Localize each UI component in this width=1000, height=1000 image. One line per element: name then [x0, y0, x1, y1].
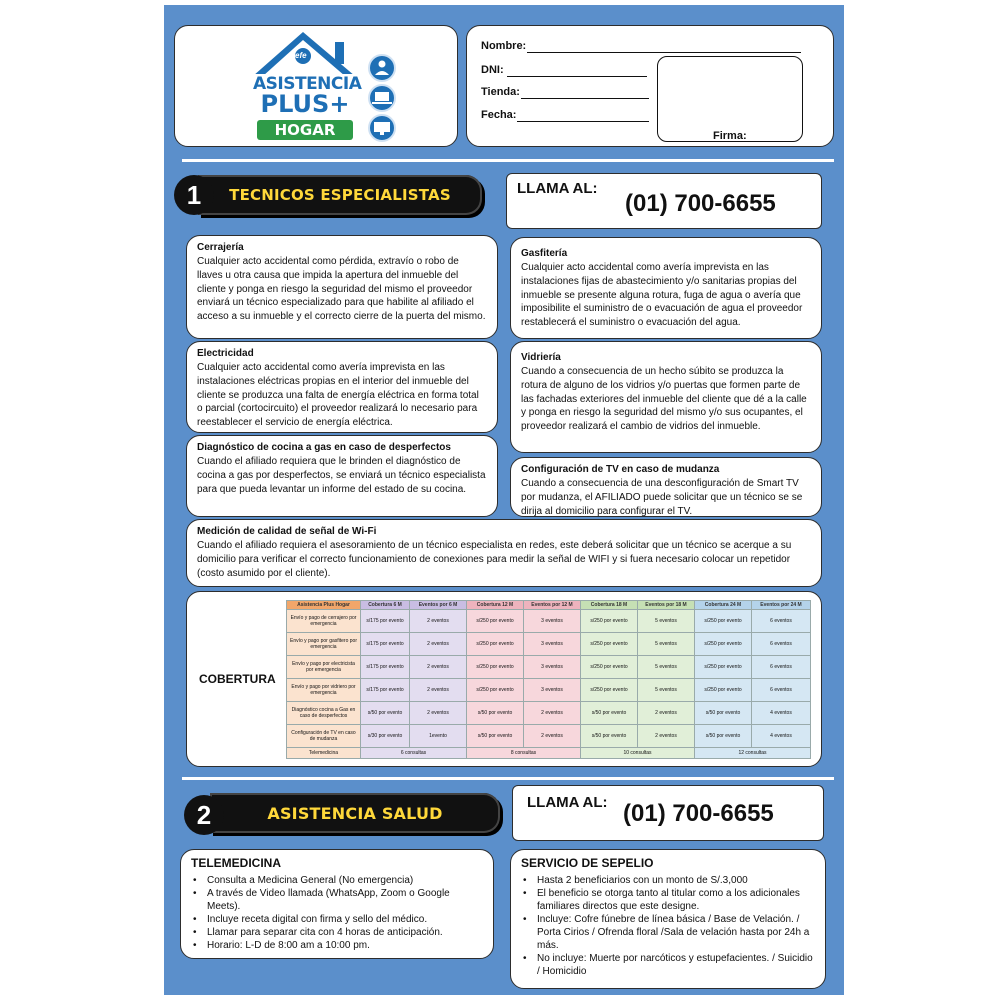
wifi-title: Medición de calidad de señal de Wi-Fi: [197, 526, 377, 537]
coverage-cell: 2 eventos: [410, 610, 467, 633]
coverage-header-cell: Cobertura 18 M: [581, 601, 638, 610]
coverage-cell: s/250 por evento: [695, 633, 752, 656]
coverage-cell: s/250 por evento: [695, 656, 752, 679]
coverage-cell: s/250 por evento: [467, 633, 524, 656]
vidrieria-title: Vidriería: [521, 352, 561, 363]
coverage-cell: s/50 por evento: [581, 702, 638, 725]
coverage-cell: s/250 por evento: [581, 633, 638, 656]
list-item: • El beneficio se otorga tanto al titular como a los adicionales familiares directos que este designe.: [521, 887, 815, 913]
coverage-cell: 6 eventos: [752, 610, 811, 633]
coverage-label: COBERTURA: [199, 672, 276, 686]
coverage-cell: s/50 por evento: [361, 702, 410, 725]
coverage-footer-cell: 10 consultas: [581, 748, 695, 759]
coverage-cell: 2 eventos: [638, 702, 695, 725]
coverage-cell: 2 eventos: [410, 702, 467, 725]
gasfiteria-title: Gasfitería: [521, 248, 568, 259]
section1-call-label: LLAMA AL:: [517, 180, 598, 197]
coverage-cell: 4 eventos: [752, 702, 811, 725]
coverage-cell: s/250 por evento: [695, 679, 752, 702]
card-cocina: [186, 435, 498, 517]
cocina-title: Diagnóstico de cocina a gas en caso de desperfectos: [197, 442, 451, 453]
table-row: [287, 656, 811, 679]
section2-title: ASISTENCIA SALUD: [210, 793, 500, 833]
coverage-service-cell: Envío y pago de cerrajero por emergencia: [287, 610, 361, 633]
section1-call-number[interactable]: (01) 700-6655: [625, 190, 776, 217]
divider-top: [182, 159, 834, 162]
brand-line1: ASISTENCIA: [253, 74, 362, 94]
coverage-cell: s/50 por evento: [467, 725, 524, 748]
coverage-cell: 2 eventos: [524, 702, 581, 725]
cerrajeria-title: Cerrajería: [197, 242, 244, 253]
list-item: • Consulta a Medicina General (No emergencia): [191, 874, 483, 887]
coverage-cell: s/50 por evento: [695, 702, 752, 725]
coverage-cell: 3 eventos: [524, 610, 581, 633]
tv-title: Configuración de TV en caso de mudanza: [521, 464, 720, 475]
list-item: • No incluye: Muerte por narcóticos y estupefacientes. / Suicidio / Homicidio: [521, 952, 815, 978]
coverage-cell: 4 eventos: [752, 725, 811, 748]
coverage-cell: s/175 por evento: [361, 656, 410, 679]
dni-field[interactable]: [507, 76, 647, 77]
coverage-cell: s/250 por evento: [581, 679, 638, 702]
coverage-header-cell: Eventos por 24 M: [752, 601, 811, 610]
table-row: [287, 725, 811, 748]
table-row: [287, 610, 811, 633]
telemedicina-list: [191, 874, 483, 952]
list-item: • Horario: L-D de 8:00 am a 10:00 pm.: [191, 939, 483, 952]
tienda-label: Tienda:: [481, 86, 520, 98]
coverage-header-cell: Eventos por 18 M: [638, 601, 695, 610]
coverage-header-cell: Cobertura 6 M: [361, 601, 410, 610]
section1-title: TECNICOS ESPECIALISTAS: [198, 175, 482, 215]
coverage-cell: s/175 por evento: [361, 633, 410, 656]
coverage-service-cell: Envío y pago por vidriero por emergencia: [287, 679, 361, 702]
coverage-cell: 2 eventos: [410, 679, 467, 702]
coverage-header-cell: Cobertura 24 M: [695, 601, 752, 610]
coverage-header-cell: Eventos por 6 M: [410, 601, 467, 610]
coverage-cell: s/30 por evento: [361, 725, 410, 748]
coverage-footer-cell: 8 consultas: [467, 748, 581, 759]
client-form-panel: [466, 25, 834, 147]
table-row: [287, 748, 811, 759]
coverage-header-cell: Asistencia Plus Hogar: [287, 601, 361, 610]
coverage-cell: s/250 por evento: [467, 610, 524, 633]
brand-line2: PLUS+: [260, 90, 350, 118]
card-gasfiteria: [510, 237, 822, 339]
coverage-service-cell: Telemedicina: [287, 748, 361, 759]
card-vidrieria: [510, 341, 822, 453]
section2-number: 2: [184, 795, 224, 835]
coverage-cell: s/250 por evento: [467, 656, 524, 679]
electricidad-title: Electricidad: [197, 348, 254, 359]
firma-label: Firma:: [713, 130, 747, 142]
card-electricidad: [186, 341, 498, 433]
coverage-cell: 6 eventos: [752, 679, 811, 702]
electricidad-text: Cualquier acto accidental como avería imprevista en las instalaciones eléctricas propias en el interior del inmueble del cliente se produzca una falta de energía eléctrica en forma total o parcial (cortocircuito) el proveedor realizará lo necesario para reestablecer el servicio de energía eléctrica.: [197, 362, 479, 429]
sepelio-title: SERVICIO DE SEPELIO: [521, 856, 654, 870]
table-row: [287, 633, 811, 656]
telemedicina-title: TELEMEDICINA: [191, 856, 281, 870]
coverage-cell: s/250 por evento: [581, 610, 638, 633]
coverage-cell: s/175 por evento: [361, 679, 410, 702]
coverage-panel: [186, 591, 822, 767]
coverage-cell: s/250 por evento: [581, 656, 638, 679]
section2-call-number[interactable]: (01) 700-6655: [623, 800, 774, 827]
coverage-cell: s/250 por evento: [467, 679, 524, 702]
list-item: • Hasta 2 beneficiarios con un monto de S/.3,000: [521, 874, 815, 887]
section2-call-label: LLAMA AL:: [527, 794, 608, 811]
logo-panel: [174, 25, 458, 147]
card-tv: [510, 457, 822, 517]
nombre-label: Nombre:: [481, 40, 527, 52]
dni-label: DNI:: [481, 64, 504, 76]
coverage-service-cell: Envío y pago por gasfitero por emergencia: [287, 633, 361, 656]
coverage-cell: 1evento: [410, 725, 467, 748]
coverage-cell: 6 eventos: [752, 656, 811, 679]
coverage-cell: 5 eventos: [638, 610, 695, 633]
tv-text: Cuando a consecuencia de una desconfiguración de Smart TV por mudanza, el AFILIADO puede solicitar que un técnico se se dirija al domicilio para configurar el TV.: [521, 478, 803, 517]
list-item: • Incluye receta digital con firma y sello del médico.: [191, 913, 483, 926]
fecha-field[interactable]: [517, 121, 649, 122]
coverage-cell: 3 eventos: [524, 656, 581, 679]
coverage-cell: 5 eventos: [638, 633, 695, 656]
sepelio-list: [521, 874, 815, 978]
coverage-cell: 2 eventos: [410, 633, 467, 656]
coverage-cell: 2 eventos: [638, 725, 695, 748]
list-item: • Incluye: Cofre fúnebre de línea básica / Base de Velación. / Porta Cirios / Ofrenda floral /Sala de velación hasta por 24h a más.: [521, 913, 815, 952]
card-telemedicina: [180, 849, 494, 959]
coverage-cell: s/50 por evento: [581, 725, 638, 748]
list-item: • Llamar para separar cita con 4 horas de anticipación.: [191, 926, 483, 939]
section2-call-box: [512, 785, 824, 841]
coverage-cell: 2 eventos: [410, 656, 467, 679]
coverage-cell: 5 eventos: [638, 656, 695, 679]
coverage-footer-cell: 12 consultas: [695, 748, 811, 759]
tienda-field[interactable]: [521, 98, 649, 99]
coverage-header-cell: Eventos por 12 M: [524, 601, 581, 610]
table-row: [287, 679, 811, 702]
cocina-text: Cuando el afiliado requiera que le brinden el diagnóstico de cocina a gas por desperfectos, se enviará un técnico especialista para que pueda levantar un informe del estado de su cocina.: [197, 456, 486, 495]
section1-number: 1: [174, 175, 214, 215]
vidrieria-text: Cuando a consecuencia de un hecho súbito se produzca la rotura de alguno de los vidrios y/o puertas que formen parte de las fachadas exteriores del inmueble del cliente que dé a la calle y ponga en riesgo la seguridad del mismo y/o sus ocupantes, el proveedor realizará el cambio de vidrios del inmueble.: [521, 366, 807, 433]
coverage-body: [287, 610, 811, 759]
fecha-label: Fecha:: [481, 109, 517, 121]
coverage-cell: 3 eventos: [524, 679, 581, 702]
flyer-sheet: [164, 5, 844, 995]
card-wifi: [186, 519, 822, 587]
coverage-header-cell: Cobertura 12 M: [467, 601, 524, 610]
coverage-cell: 5 eventos: [638, 679, 695, 702]
coverage-cell: 6 eventos: [752, 633, 811, 656]
list-item: • A través de Video llamada (WhatsApp, Zoom o Google Meets).: [191, 887, 483, 913]
coverage-cell: s/250 por evento: [695, 610, 752, 633]
brand-efe: efe: [295, 51, 307, 60]
coverage-cell: s/50 por evento: [695, 725, 752, 748]
coverage-table: [286, 600, 811, 759]
coverage-header-row: [287, 601, 811, 610]
coverage-cell: s/175 por evento: [361, 610, 410, 633]
coverage-cell: s/50 por evento: [467, 702, 524, 725]
card-sepelio: [510, 849, 826, 989]
coverage-footer-cell: 6 consultas: [361, 748, 467, 759]
coverage-service-cell: Envío y pago por electricista por emergencia: [287, 656, 361, 679]
brand-line3: HOGAR: [274, 121, 336, 139]
divider-middle: [182, 777, 834, 780]
nombre-field[interactable]: [527, 52, 801, 53]
section1-call-box: [506, 173, 822, 229]
coverage-cell: 2 eventos: [524, 725, 581, 748]
coverage-service-cell: Diagnóstico cocina a Gas en caso de desperfectos: [287, 702, 361, 725]
laptop-icon: [372, 92, 392, 104]
coverage-cell: 3 eventos: [524, 633, 581, 656]
wifi-text: Cuando el afiliado requiera el asesoramiento de un técnico especialista en redes, este deberá solicitar que un técnico se acerque a su domicilio para verificar el correcto funcionamiento de conexiones para medir la señal de WIFI y si fuera necesario colocar un repetidor (costo asumido por el cliente).: [197, 540, 792, 579]
card-cerrajeria: [186, 235, 498, 339]
table-row: [287, 702, 811, 725]
coverage-service-cell: Configuración de TV en caso de mudanza: [287, 725, 361, 748]
gasfiteria-text: Cualquier acto accidental como avería imprevista en las instalaciones fijas de abastecimiento y/o sanitarias propias del inmueble se presente alguna rotura, fuga de agua o avería que imposibilite el suministro de o evacuación de agua el proveedor restablecerá el suministro o evacuación del agua.: [521, 262, 803, 329]
cerrajeria-text: Cualquier acto accidental como pérdida, extravío o robo de llaves u otra causa que impida la apertura del inmueble del cliente y ponga en riesgo la seguridad del mismo el proveedor enviará un técnico especializado para que habilite al afiliado el acceso a su inmueble y el correcto cierre de la puerta del mismo.: [197, 256, 486, 323]
